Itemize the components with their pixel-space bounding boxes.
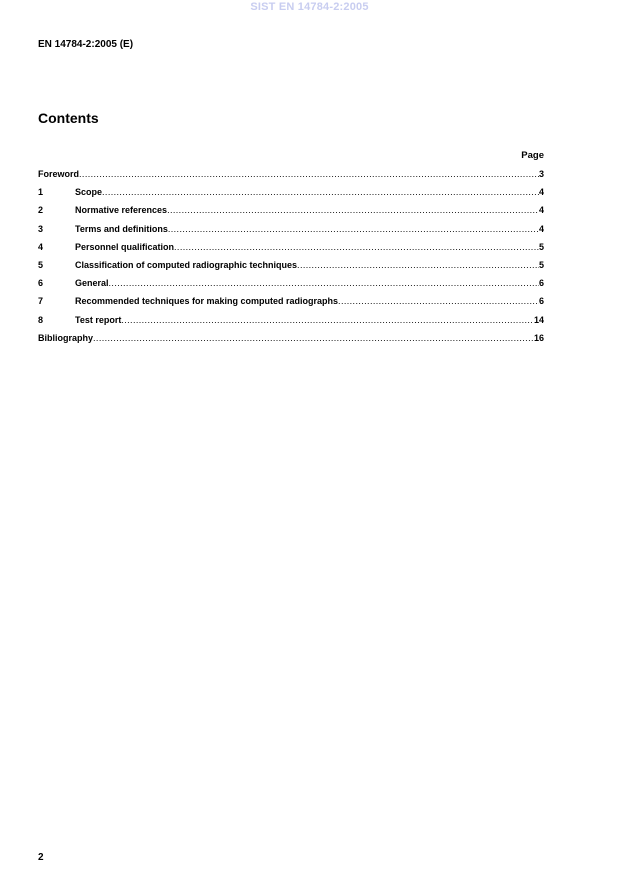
toc-dot-leader [174,242,539,252]
toc-entry-page: 3 [538,169,544,179]
toc-entry-title: Scope [75,187,103,198]
toc-entry-bibliography[interactable] [38,333,544,351]
toc-entry-normative-references[interactable] [38,205,544,223]
toc-entry-terms-and-definitions[interactable] [38,224,544,242]
toc-dot-leader [121,315,534,325]
contents-heading: Contents [38,110,99,126]
toc-entry-title: Personnel qualification [75,241,175,252]
page-number: 2 [38,852,44,863]
toc-entry-page: 14 [533,314,544,325]
toc-entry-page: 4 [538,187,544,198]
toc-entry-personnel-qualification[interactable] [38,242,544,260]
toc-entry-title: Classification of computed radiographic techniques [75,259,298,270]
toc-dot-leader [79,169,539,179]
toc-entry-general[interactable] [38,278,544,296]
toc-entry-scope[interactable] [38,187,544,205]
toc-entry-title: Foreword [38,169,80,179]
toc-entry-recommended-techniques[interactable] [38,296,544,314]
toc-entry-page: 6 [538,296,544,307]
toc-entry-foreword[interactable] [38,169,544,187]
watermark: SIST EN 14784-2:2005 [250,1,369,13]
toc-dot-leader [102,187,539,197]
page-column-header: Page [521,150,544,161]
toc-entry-number: 8 [38,314,44,325]
toc-entry-page: 16 [533,332,544,343]
toc-entry-title: Normative references [75,205,168,216]
toc-entry-number: 1 [38,187,44,198]
toc-entry-page: 6 [538,278,544,289]
toc-entry-number: 7 [38,296,44,307]
toc-dot-leader [168,224,539,234]
toc-dot-leader [167,205,539,215]
toc-entry-title: General [75,278,109,289]
toc-entry-number: 5 [38,259,44,270]
toc-entry-title: Test report [75,314,122,325]
toc-entry-page: 4 [538,205,544,216]
toc-entry-page: 5 [538,259,544,270]
toc-entry-number: 3 [38,223,44,234]
toc-entry-title: Recommended techniques for making computed radiographs [75,296,339,307]
toc-entry-classification[interactable] [38,260,544,278]
toc-entry-number: 4 [38,241,44,252]
toc-dot-leader [93,333,534,343]
toc-dot-leader [338,296,539,306]
toc-dot-leader [109,278,539,288]
toc-entry-title: Bibliography [38,332,94,343]
toc-entry-number: 6 [38,278,44,289]
toc-entry-title: Terms and definitions [75,223,168,234]
document-identifier: EN 14784-2:2005 (E) [38,39,134,50]
toc-entry-page: 4 [538,223,544,234]
toc-entry-number: 2 [38,205,44,216]
toc-entry-test-report[interactable] [38,315,544,333]
toc-entry-page: 5 [538,241,544,252]
toc-dot-leader [297,260,539,270]
table-of-contents [38,169,544,351]
